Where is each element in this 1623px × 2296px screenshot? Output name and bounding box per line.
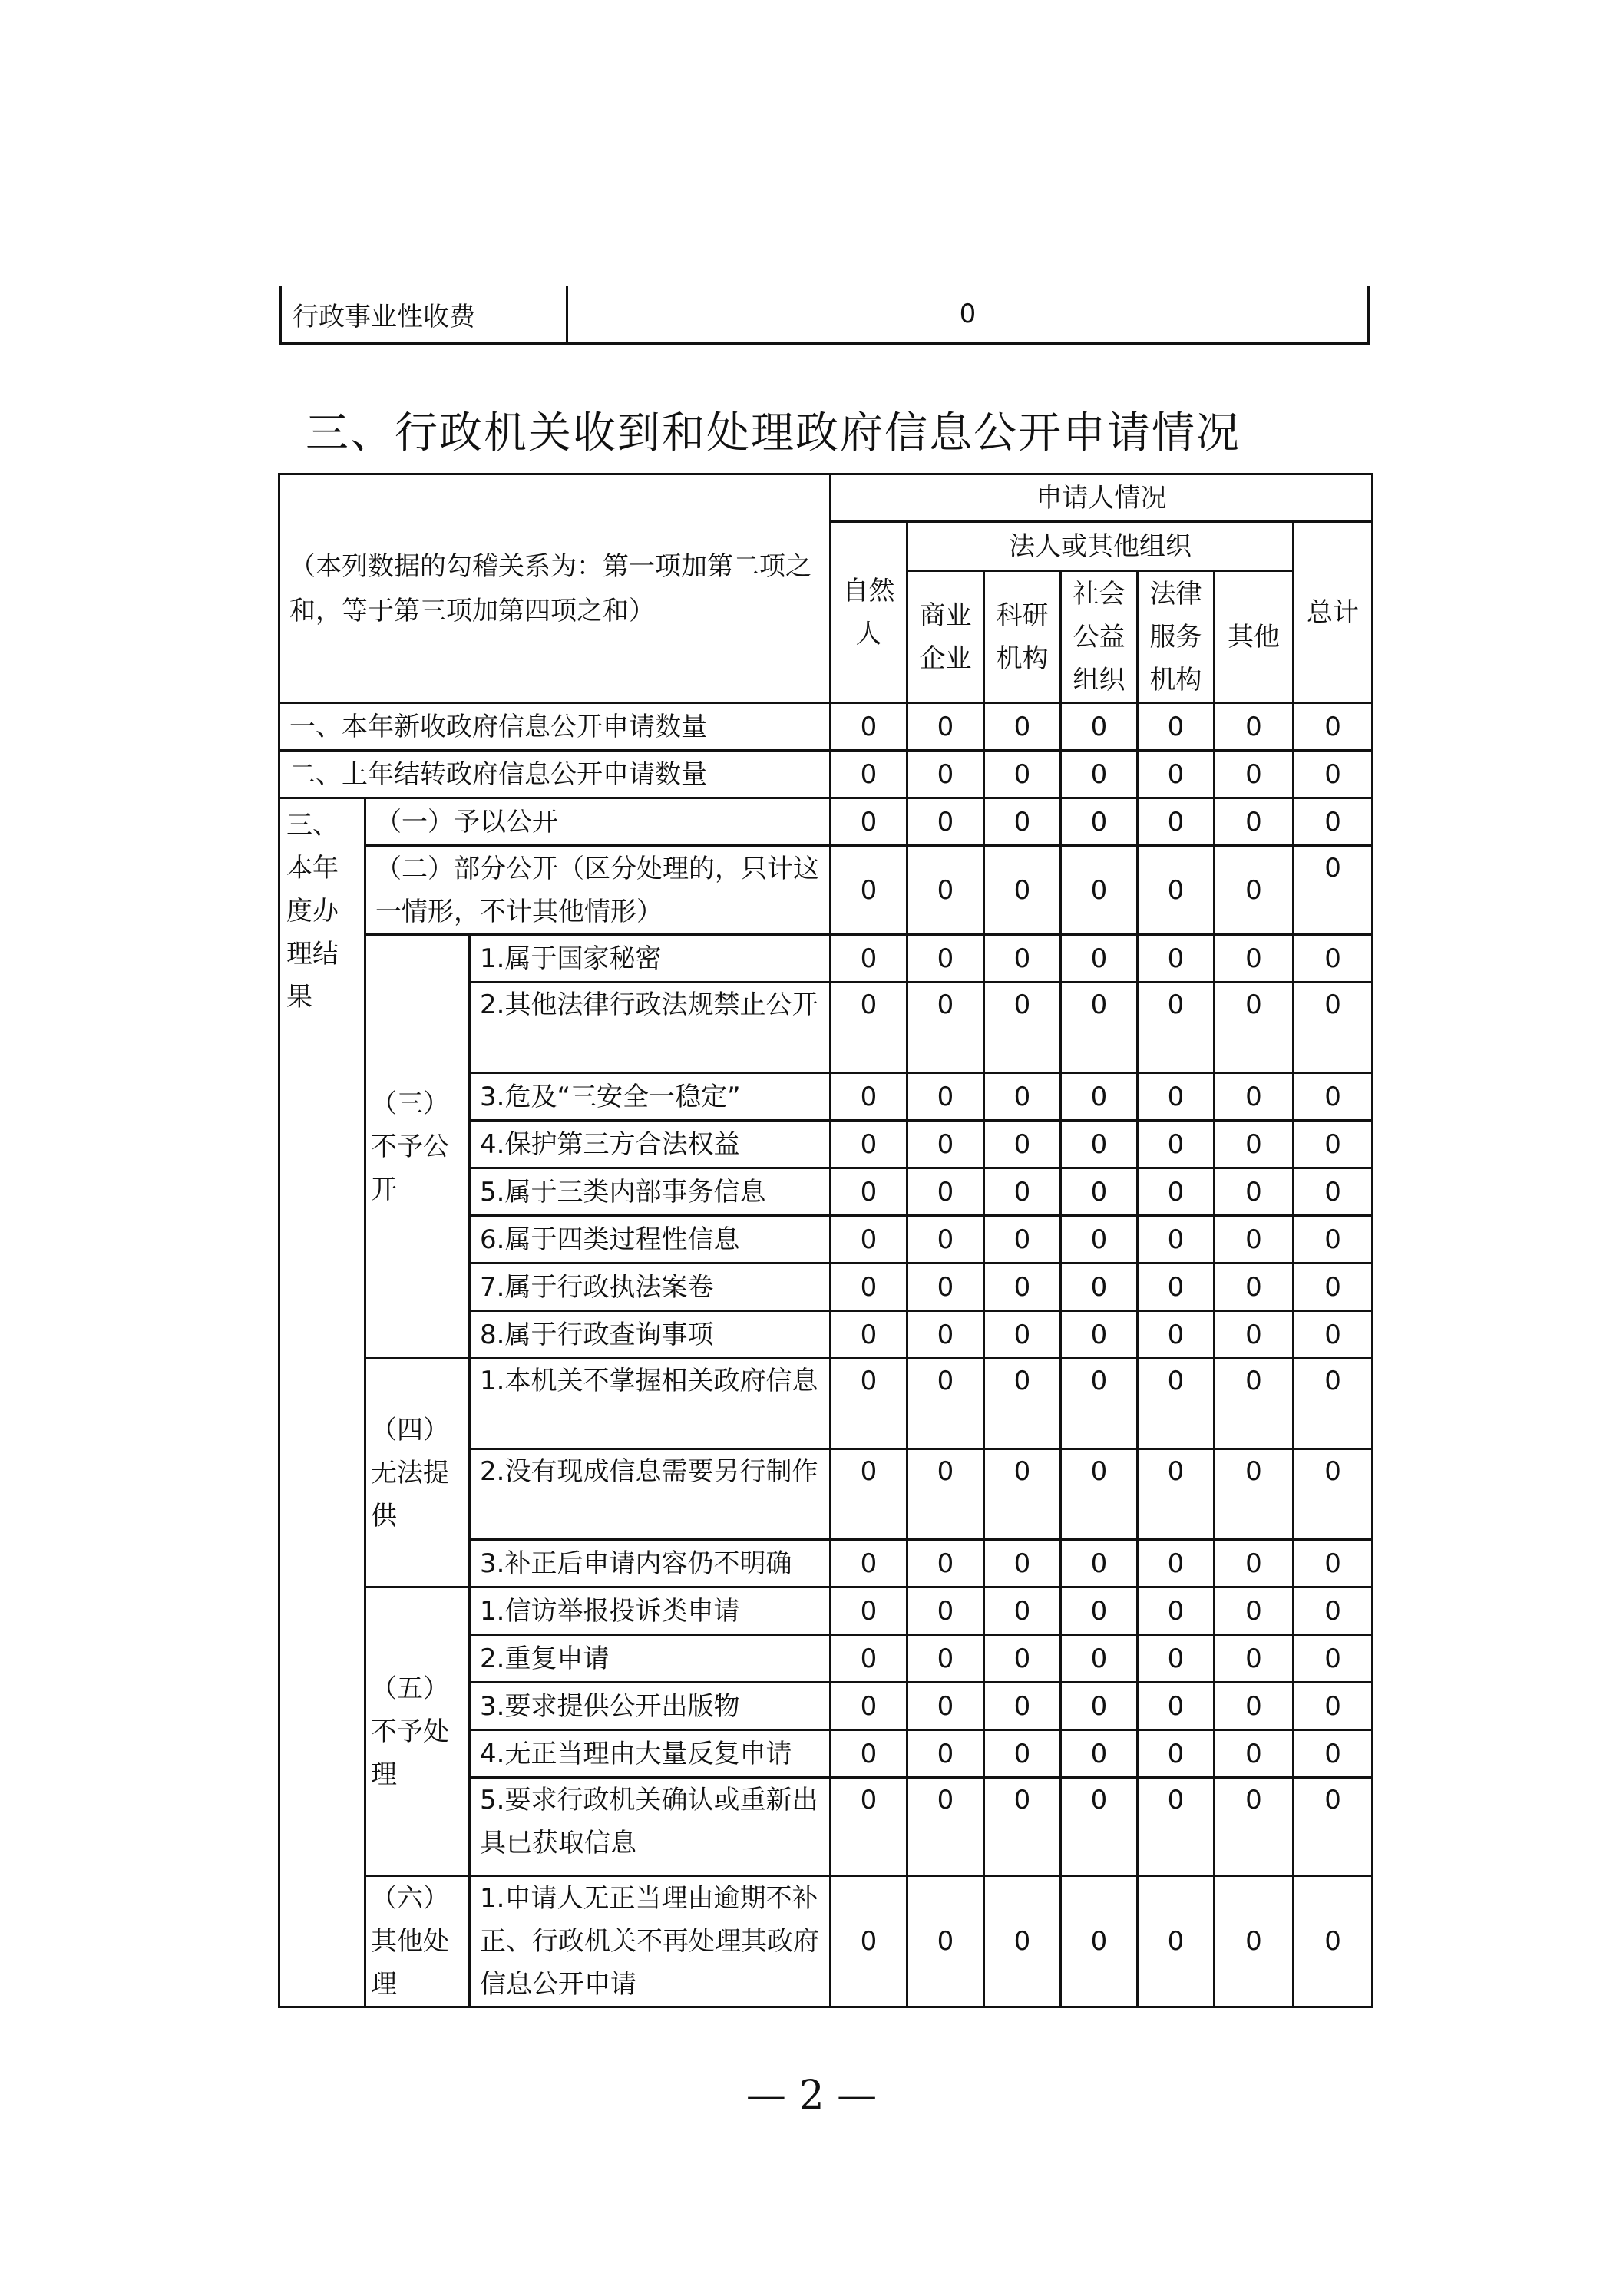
table-row (279, 846, 1373, 935)
applicant-header: 申请人情况 (831, 474, 1373, 522)
value-cell: 0 (1215, 1683, 1294, 1730)
value-cell: 0 (1294, 1540, 1373, 1587)
value-cell: 0 (1061, 935, 1138, 983)
item-label: 3.补正后申请内容仍不明确 (470, 1540, 831, 1587)
value-cell: 0 (984, 1683, 1061, 1730)
value-cell: 0 (1061, 1359, 1138, 1449)
value-cell: 0 (1061, 703, 1138, 751)
value-cell: 0 (1215, 798, 1294, 846)
value-cell: 0 (831, 1449, 907, 1540)
value-cell: 0 (1061, 1587, 1138, 1635)
value-cell: 0 (907, 1168, 984, 1216)
value-cell: 0 (1294, 935, 1373, 983)
value-cell: 0 (1294, 1121, 1373, 1168)
value-cell: 0 (831, 1073, 907, 1121)
value-cell: 0 (1138, 1587, 1215, 1635)
value-cell: 0 (1061, 1311, 1138, 1359)
row-label-grant: （一）予以公开 (365, 798, 831, 846)
value-cell: 0 (1215, 1216, 1294, 1264)
value-cell: 0 (1061, 1121, 1138, 1168)
value-cell: 0 (831, 703, 907, 751)
value-cell: 0 (1061, 1264, 1138, 1311)
value-cell: 0 (831, 751, 907, 798)
value-cell: 0 (984, 846, 1061, 935)
value-cell: 0 (1061, 1683, 1138, 1730)
value-cell: 0 (984, 1778, 1061, 1876)
value-cell: 0 (1138, 703, 1215, 751)
value-cell: 0 (831, 1264, 907, 1311)
value-cell: 0 (1138, 1449, 1215, 1540)
table-row (279, 751, 1373, 798)
value-cell: 0 (1215, 1449, 1294, 1540)
row-label-new: 一、本年新收政府信息公开申请数量 (279, 703, 831, 751)
value-cell: 0 (1294, 1073, 1373, 1121)
item-label: 5.要求行政机关确认或重新出具已获取信息 (470, 1778, 831, 1876)
value-cell: 0 (907, 703, 984, 751)
value-cell: 0 (1215, 703, 1294, 751)
value-cell: 0 (1215, 1168, 1294, 1216)
value-cell: 0 (907, 983, 984, 1073)
value-cell: 0 (831, 1121, 907, 1168)
row-label-partial: （二）部分公开（区分处理的，只计这一情形，不计其他情形） (365, 846, 831, 935)
other-header: 其他 (1215, 571, 1294, 703)
value-cell: 0 (1294, 1311, 1373, 1359)
value-cell: 0 (1061, 1540, 1138, 1587)
category-label-unable: （四）无法提供 (365, 1359, 470, 1587)
value-cell: 0 (1138, 1778, 1215, 1876)
value-cell: 0 (1138, 846, 1215, 935)
item-label: 1.属于国家秘密 (470, 935, 831, 983)
value-cell: 0 (1061, 983, 1138, 1073)
value-cell: 0 (984, 798, 1061, 846)
value-cell: 0 (1215, 846, 1294, 935)
value-cell: 0 (984, 1730, 1061, 1778)
value-cell: 0 (907, 1683, 984, 1730)
value-cell: 0 (1294, 1359, 1373, 1449)
value-cell: 0 (831, 1168, 907, 1216)
value-cell: 0 (1138, 1216, 1215, 1264)
value-cell: 0 (984, 1216, 1061, 1264)
value-cell: 0 (1294, 1683, 1373, 1730)
value-cell: 0 (1215, 935, 1294, 983)
value-cell: 0 (1061, 1216, 1138, 1264)
value-cell: 0 (1215, 1876, 1294, 2007)
value-cell: 0 (1215, 1264, 1294, 1311)
fee-table (279, 286, 1370, 345)
value-cell: 0 (831, 1876, 907, 2007)
item-label: 2.没有现成信息需要另行制作 (470, 1449, 831, 1540)
item-label: 3.危及“三安全一稳定” (470, 1073, 831, 1121)
value-cell: 0 (1138, 1359, 1215, 1449)
legal-group-header: 法人或其他组织 (907, 522, 1294, 571)
value-cell: 0 (1138, 1264, 1215, 1311)
value-cell: 0 (984, 983, 1061, 1073)
legal-service-header: 法律服务机构 (1138, 571, 1215, 703)
item-label: 7.属于行政执法案卷 (470, 1264, 831, 1311)
fee-value: 0 (567, 286, 1369, 344)
commercial-header: 商业企业 (907, 571, 984, 703)
value-cell: 0 (1061, 1449, 1138, 1540)
value-cell: 0 (831, 935, 907, 983)
value-cell: 0 (1294, 798, 1373, 846)
value-cell: 0 (1138, 935, 1215, 983)
result-group-label: 三、本年度办理结果 (279, 798, 365, 2007)
value-cell: 0 (1138, 1730, 1215, 1778)
value-cell: 0 (1061, 846, 1138, 935)
category-label-deny: （三）不予公开 (365, 935, 470, 1359)
value-cell: 0 (1294, 703, 1373, 751)
table-row (279, 1359, 1373, 1449)
fee-label: 行政事业性收费 (281, 286, 567, 344)
value-cell: 0 (1138, 1073, 1215, 1121)
value-cell: 0 (1138, 1121, 1215, 1168)
value-cell: 0 (1294, 1168, 1373, 1216)
value-cell: 0 (984, 1876, 1061, 2007)
value-cell: 0 (831, 983, 907, 1073)
value-cell: 0 (907, 935, 984, 983)
row-label-carry: 二、上年结转政府信息公开申请数量 (279, 751, 831, 798)
value-cell: 0 (907, 1540, 984, 1587)
item-label: 1.本机关不掌握相关政府信息 (470, 1359, 831, 1449)
value-cell: 0 (1294, 1216, 1373, 1264)
table-row (279, 1876, 1373, 2007)
value-cell: 0 (1215, 1121, 1294, 1168)
value-cell: 0 (1138, 1311, 1215, 1359)
item-label: 4.保护第三方合法权益 (470, 1121, 831, 1168)
value-cell: 0 (831, 798, 907, 846)
value-cell: 0 (984, 1449, 1061, 1540)
value-cell: 0 (1215, 1587, 1294, 1635)
category-label-other_handling: （六）其他处理 (365, 1876, 470, 2007)
table-row (279, 703, 1373, 751)
value-cell: 0 (984, 1168, 1061, 1216)
value-cell: 0 (907, 751, 984, 798)
value-cell: 0 (907, 798, 984, 846)
value-cell: 0 (1138, 798, 1215, 846)
header-note: （本列数据的勾稽关系为：第一项加第二项之和，等于第三项加第四项之和） (279, 474, 831, 703)
value-cell: 0 (984, 1073, 1061, 1121)
value-cell: 0 (1215, 1359, 1294, 1449)
value-cell: 0 (1138, 1168, 1215, 1216)
value-cell: 0 (984, 1121, 1061, 1168)
value-cell: 0 (1294, 1635, 1373, 1683)
value-cell: 0 (984, 935, 1061, 983)
item-label: 2.重复申请 (470, 1635, 831, 1683)
natural-person-header: 自然人 (831, 522, 907, 703)
value-cell: 0 (907, 1635, 984, 1683)
item-label: 1.信访举报投诉类申请 (470, 1587, 831, 1635)
value-cell: 0 (831, 846, 907, 935)
value-cell: 0 (1215, 1730, 1294, 1778)
value-cell: 0 (1215, 1311, 1294, 1359)
table-row (279, 935, 1373, 983)
item-label: 2.其他法律行政法规禁止公开 (470, 983, 831, 1073)
item-label: 6.属于四类过程性信息 (470, 1216, 831, 1264)
value-cell: 0 (1294, 846, 1373, 935)
value-cell: 0 (831, 1635, 907, 1683)
value-cell: 0 (907, 846, 984, 935)
value-cell: 0 (831, 1587, 907, 1635)
value-cell: 0 (907, 1876, 984, 2007)
value-cell: 0 (907, 1121, 984, 1168)
value-cell: 0 (1138, 751, 1215, 798)
value-cell: 0 (1138, 1635, 1215, 1683)
total-header: 总计 (1294, 522, 1373, 703)
value-cell: 0 (1294, 1264, 1373, 1311)
value-cell: 0 (1138, 983, 1215, 1073)
item-label: 4.无正当理由大量反复申请 (470, 1730, 831, 1778)
item-label: 3.要求提供公开出版物 (470, 1683, 831, 1730)
value-cell: 0 (907, 1216, 984, 1264)
value-cell: 0 (907, 1449, 984, 1540)
item-label: 5.属于三类内部事务信息 (470, 1168, 831, 1216)
public-welfare-header: 社会公益组织 (1061, 571, 1138, 703)
value-cell: 0 (907, 1311, 984, 1359)
value-cell: 0 (1294, 1587, 1373, 1635)
value-cell: 0 (907, 1359, 984, 1449)
value-cell: 0 (1138, 1876, 1215, 2007)
value-cell: 0 (1061, 798, 1138, 846)
value-cell: 0 (831, 1683, 907, 1730)
value-cell: 0 (1138, 1683, 1215, 1730)
value-cell: 0 (1138, 1540, 1215, 1587)
value-cell: 0 (1215, 1540, 1294, 1587)
value-cell: 0 (984, 751, 1061, 798)
value-cell: 0 (907, 1587, 984, 1635)
table-body (279, 474, 1373, 2007)
fee-row (281, 286, 1369, 344)
value-cell: 0 (831, 1359, 907, 1449)
page-number: — 2 — (745, 2073, 878, 2119)
value-cell: 0 (1294, 1778, 1373, 1876)
value-cell: 0 (1061, 1073, 1138, 1121)
value-cell: 0 (831, 1730, 907, 1778)
value-cell: 0 (1061, 1635, 1138, 1683)
value-cell: 0 (1294, 983, 1373, 1073)
value-cell: 0 (984, 1311, 1061, 1359)
value-cell: 0 (1061, 751, 1138, 798)
value-cell: 0 (831, 1216, 907, 1264)
application-table (278, 473, 1373, 2008)
table-row (279, 798, 1373, 846)
value-cell: 0 (831, 1311, 907, 1359)
value-cell: 0 (1215, 1073, 1294, 1121)
value-cell: 0 (984, 1635, 1061, 1683)
value-cell: 0 (1061, 1876, 1138, 2007)
value-cell: 0 (1294, 1449, 1373, 1540)
value-cell: 0 (1215, 983, 1294, 1073)
value-cell: 0 (1215, 751, 1294, 798)
item-label: 8.属于行政查询事项 (470, 1311, 831, 1359)
value-cell: 0 (1215, 1778, 1294, 1876)
table-row (279, 1587, 1373, 1635)
value-cell: 0 (1061, 1168, 1138, 1216)
value-cell: 0 (984, 1540, 1061, 1587)
section-title: 三、行政机关收到和处理政府信息公开申请情况 (306, 408, 1241, 458)
value-cell: 0 (831, 1778, 907, 1876)
value-cell: 0 (907, 1778, 984, 1876)
value-cell: 0 (984, 1587, 1061, 1635)
value-cell: 0 (1294, 751, 1373, 798)
research-header: 科研机构 (984, 571, 1061, 703)
item-label: 1.申请人无正当理由逾期不补正、行政机关不再处理其政府信息公开申请 (470, 1876, 831, 2007)
value-cell: 0 (831, 1540, 907, 1587)
value-cell: 0 (907, 1073, 984, 1121)
value-cell: 0 (1294, 1876, 1373, 2007)
value-cell: 0 (1215, 1635, 1294, 1683)
value-cell: 0 (984, 1359, 1061, 1449)
value-cell: 0 (907, 1264, 984, 1311)
category-label-reject: （五）不予处理 (365, 1587, 470, 1876)
value-cell: 0 (1294, 1730, 1373, 1778)
value-cell: 0 (984, 703, 1061, 751)
value-cell: 0 (984, 1264, 1061, 1311)
value-cell: 0 (1061, 1730, 1138, 1778)
value-cell: 0 (1061, 1778, 1138, 1876)
header-row-1 (279, 474, 1373, 522)
value-cell: 0 (907, 1730, 984, 1778)
